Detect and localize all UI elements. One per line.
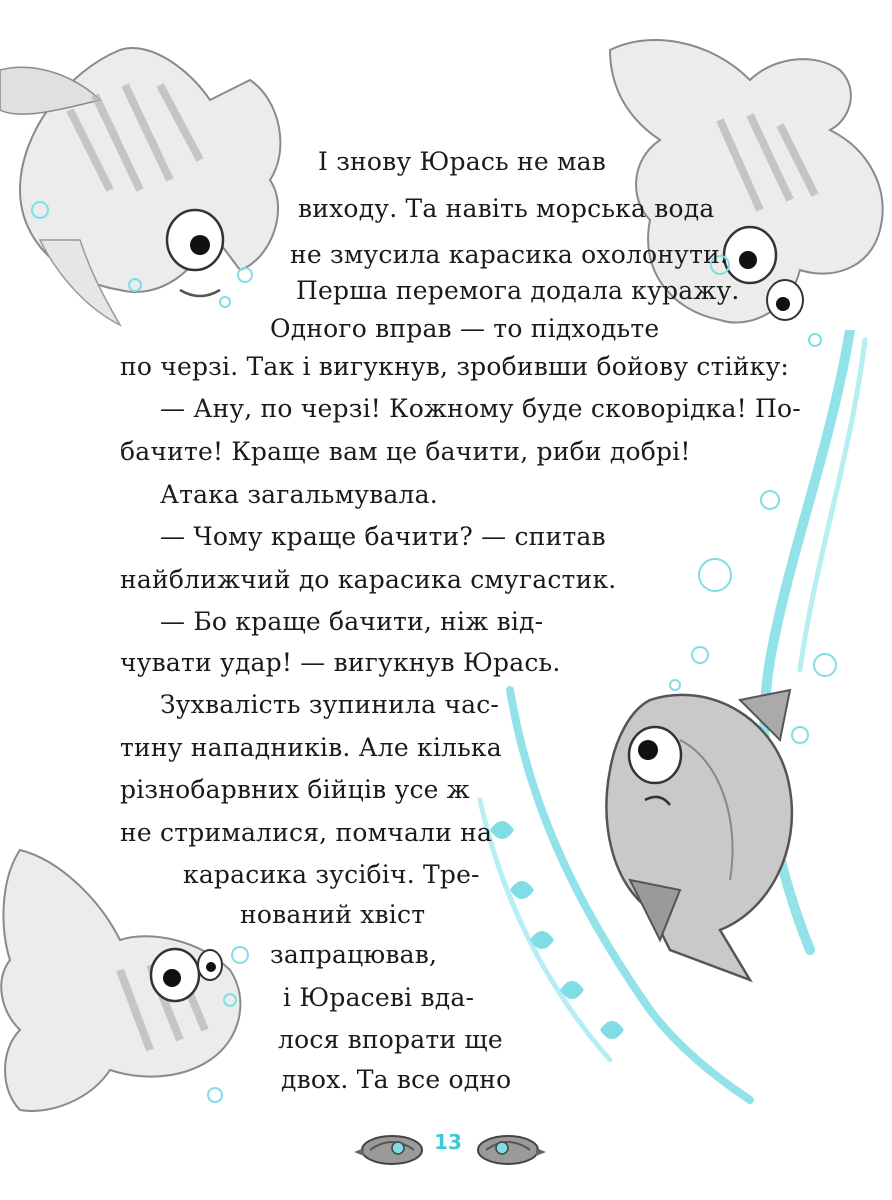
text-line-23: двох. Та все одно [281,1065,512,1094]
striped-fish-top-left-illustration [0,40,300,330]
text-line-17: не стрималися, помчали на [120,818,493,847]
text-line-2: виходу. Та навіть морська вода [298,194,715,223]
text-line-7: — Ану, по черзі! Кожному буде сковорідка! По- [160,394,801,423]
text-line-22: лося впорати ще [278,1025,503,1054]
text-line-1: І знову Юрась не мав [318,147,607,176]
text-line-15: тину нападників. Але кілька [120,733,502,762]
turtle-ornament-right-icon [470,1128,550,1170]
text-line-8: бачите! Краще вам це бачити, риби добрі! [120,437,691,466]
text-line-14: Зухвалість зупинила час- [160,690,500,719]
text-line-18: карасика зусібіч. Тре- [183,860,480,889]
text-line-16: різнобарвних бійців усе ж [120,775,471,804]
text-line-5: Одного вправ — то підходьте [270,314,660,343]
text-line-4: Перша перемога додала куражу. [296,276,740,305]
carp-fish-right-illustration [590,680,830,1000]
text-line-10: — Чому краще бачити? — спитав [160,522,606,551]
turtle-ornament-left-icon [350,1128,430,1170]
text-line-3: не змусила карасика охолонути. [290,240,729,269]
page-number: 13 [434,1130,462,1154]
text-line-21: і Юрасеві вда- [283,983,475,1012]
text-line-13: чувати удар! — вигукнув Юрась. [120,648,561,677]
text-line-19: нований хвіст [240,900,426,929]
text-line-20: запрацював, [270,940,438,969]
text-line-11: найближчий до карасика смугастик. [120,565,617,594]
text-line-6: по черзі. Так і вигукнув, зробивши бойову стійку: [120,352,790,381]
text-line-12: — Бо краще бачити, ніж від- [160,607,544,636]
text-line-9: Атака загальмувала. [160,480,438,509]
